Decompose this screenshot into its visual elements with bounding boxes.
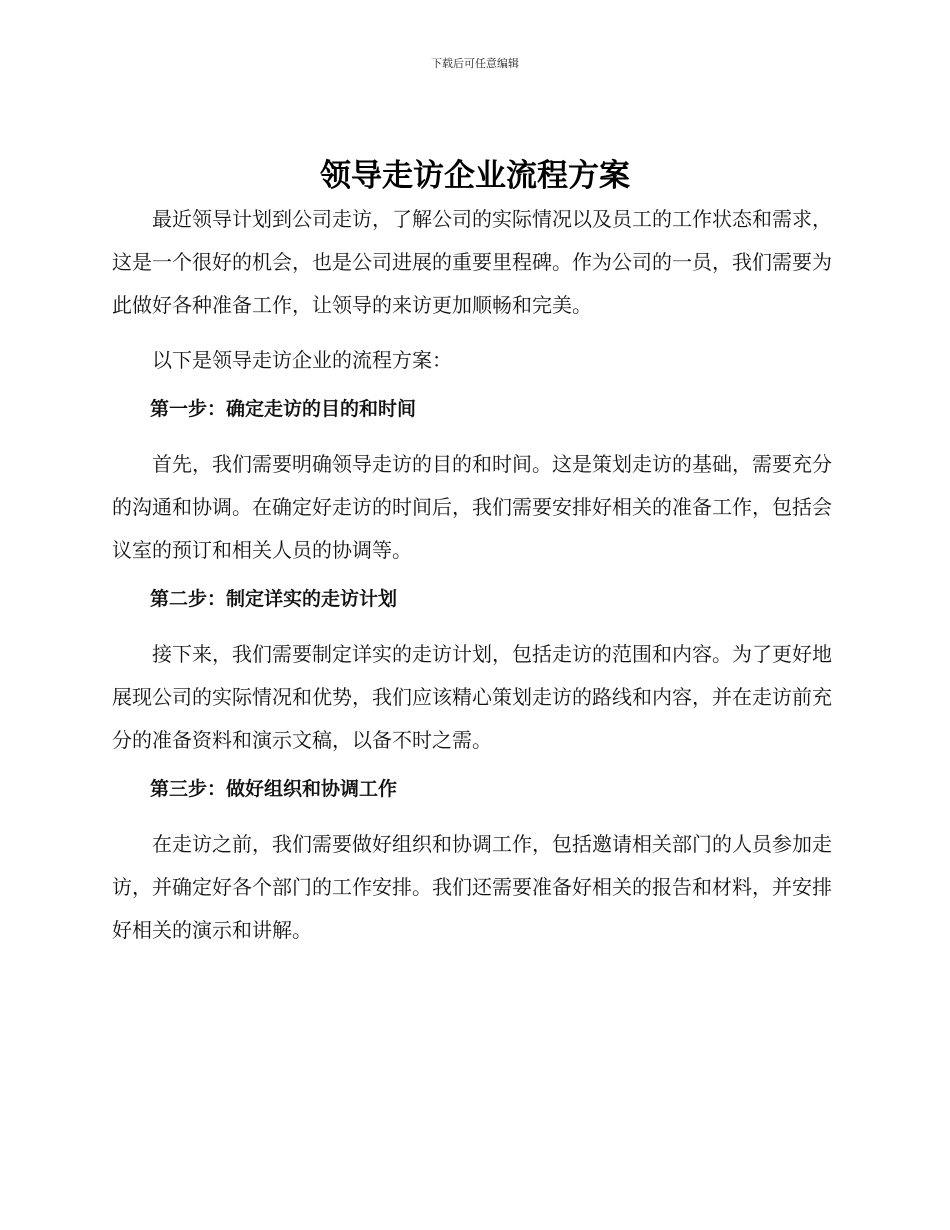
document-title: 领导走访企业流程方案	[320, 158, 630, 194]
header-note: 下载后可任意编辑	[431, 57, 519, 70]
step-3-paragraph: 在走访之前，我们需要做好组织和协调工作，包括邀请相关部门的人员参加走访，并确定好各个部门的工作安排。我们还需要准备好相关的报告和材料，并安排好相关的演示和讲解。	[112, 832, 832, 942]
step-2-paragraph: 接下来，我们需要制定详实的走访计划，包括走访的范围和内容。为了更好地展现公司的实际情况和优势，我们应该精心策划走访的路线和内容，并在走访前充分的准备资料和演示文稿，以备不时之需。	[112, 642, 832, 752]
document-body	[112, 198, 832, 952]
step-3-heading: 第三步：做好组织和协调工作	[150, 778, 398, 800]
step-1-heading: 第一步：确定走访的目的和时间	[150, 398, 417, 420]
step-2-heading: 第二步：制定详实的走访计划	[150, 588, 398, 610]
intro-paragraph: 最近领导计划到公司走访，了解公司的实际情况以及员工的工作状态和需求，这是一个很好的机会，也是公司进展的重要里程碑。作为公司的一员，我们需要为此做好各种准备工作，让领导的来访更加顺畅和完美。	[112, 207, 832, 317]
step-1-paragraph: 首先，我们需要明确领导走访的目的和时间。这是策划走访的基础，需要充分的沟通和协调。在确定好走访的时间后，我们需要安排好相关的准备工作，包括会议室的预订和相关人员的协调等。	[112, 452, 832, 562]
lead-paragraph: 以下是领导走访企业的流程方案：	[152, 348, 452, 372]
